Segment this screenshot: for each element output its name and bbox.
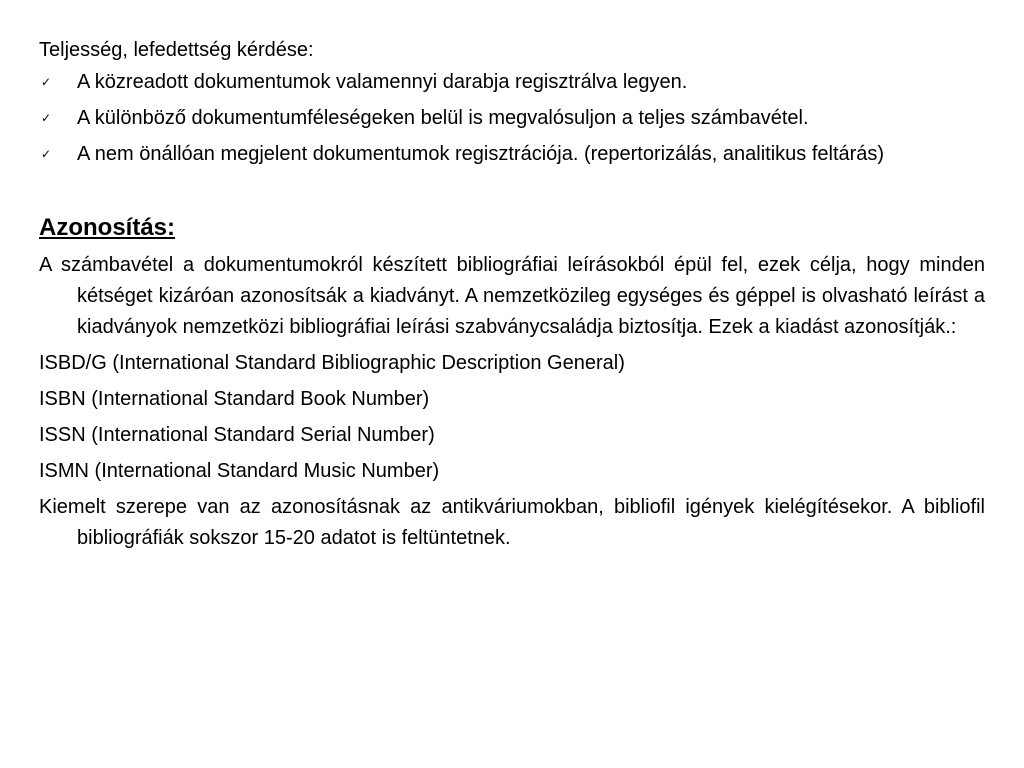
checklist-item-text: A különböző dokumentumféleségeken belül is megvalósuljon a teljes számbavétel.: [77, 107, 809, 129]
checklist-item: [39, 140, 985, 169]
checkmark-icon: ✓: [41, 111, 52, 125]
checkmark-icon: ✓: [41, 75, 52, 89]
checklist-item: [39, 68, 985, 97]
checklist-item-text: A közreadott dokumentumok valamennyi darabja regisztrálva legyen.: [77, 71, 688, 93]
checklist: [39, 68, 985, 169]
standard-isbd: ISBD/G (International Standard Bibliographic Description General): [39, 352, 625, 374]
section-heading: Azonosítás:: [39, 214, 176, 241]
intro-text: Teljesség, lefedettség kérdése:: [39, 39, 314, 61]
checklist-item: [39, 104, 985, 133]
antiquarian-paragraph: Kiemelt szerepe van az azonosításnak az antikváriumokban, bibliofil igények kielégítésekor. A bibliofil bibliográfiák sokszor 15-20 adatot is feltüntetnek.: [39, 496, 985, 549]
standard-isbn: ISBN (International Standard Book Number): [39, 388, 430, 410]
identification-paragraph: A számbavétel a dokumentumokról készített bibliográfiai leírásokból épül fel, ezek célja, hogy minden kétséget kizáróan azonosítsák a kiadványt. A nemzetközileg egységes és géppel is olvasható leírást a kiadványok nemzetközi bibliográfiai leírási szabványcsaládja biztosítja. Ezek a kiadást azonosítják.:: [39, 254, 985, 338]
standard-issn: ISSN (International Standard Serial Number): [39, 424, 435, 446]
checkmark-icon: ✓: [41, 147, 52, 161]
standard-ismn: ISMN (International Standard Music Number): [39, 460, 440, 482]
checklist-item-text: A nem önállóan megjelent dokumentumok regisztrációja. (repertorizálás, analitikus feltárás): [77, 143, 885, 165]
slide-content: [39, 36, 985, 559]
